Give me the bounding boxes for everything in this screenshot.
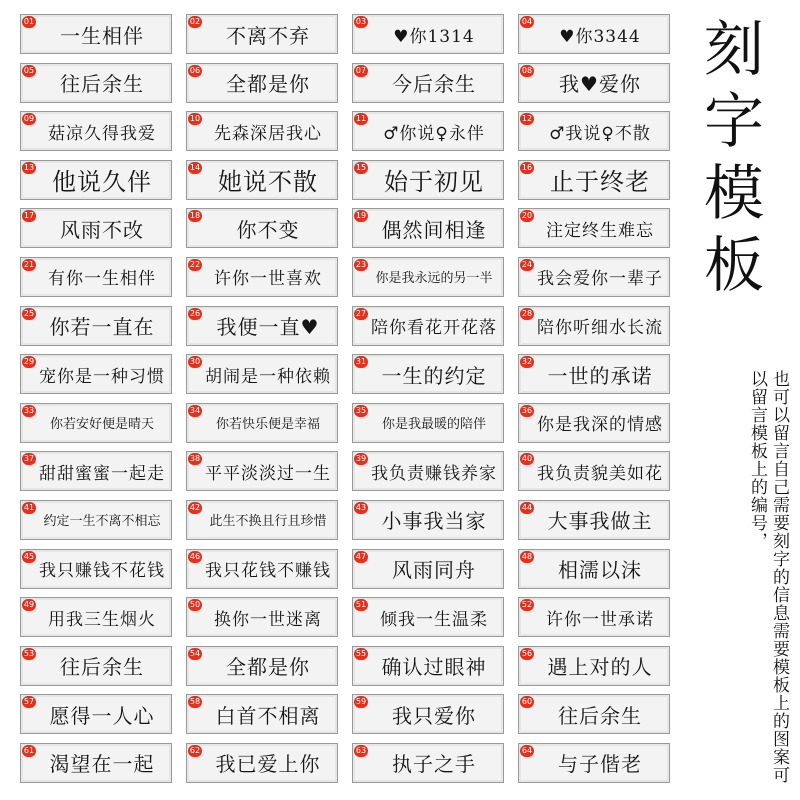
item-number-badge: 16: [521, 162, 533, 172]
item-text: 往后余生: [60, 655, 144, 680]
item-number-badge: 02: [189, 17, 201, 26]
item-number-badge: 29: [23, 357, 35, 367]
template-item[interactable]: [186, 403, 338, 443]
item-text: 你若快乐便是幸福: [215, 417, 320, 433]
template-item[interactable]: [186, 63, 338, 103]
template-item[interactable]: [352, 549, 504, 589]
item-text: 风雨同舟: [392, 558, 476, 583]
item-number-badge: 62: [189, 745, 201, 755]
item-number-badge: 13: [23, 162, 35, 172]
item-number-badge: 24: [521, 259, 533, 269]
item-number-badge: 52: [521, 600, 533, 610]
template-item[interactable]: [20, 160, 172, 200]
template-item[interactable]: [352, 354, 504, 394]
item-number-badge: 14: [189, 162, 201, 172]
item-text: 我只爱你: [392, 703, 476, 728]
template-item[interactable]: [518, 306, 670, 346]
item-text: 你不变: [236, 217, 300, 242]
item-text: 许你一世承诺: [546, 609, 654, 630]
item-text: 愿得一人心: [49, 703, 155, 728]
item-text: 有你一生相伴: [48, 269, 156, 290]
item-number-badge: 28: [521, 308, 533, 318]
template-item[interactable]: [186, 160, 338, 200]
item-number-badge: 41: [23, 502, 35, 512]
item-number-badge: 46: [189, 551, 201, 561]
item-number-badge: 17: [23, 211, 35, 221]
item-number-badge: 09: [23, 114, 35, 124]
item-text: 倾我一生温柔: [380, 609, 488, 630]
item-text: 胡闹是一种依赖: [205, 366, 331, 387]
template-item[interactable]: [186, 451, 338, 491]
item-text: 他说久伴: [52, 168, 152, 197]
template-item[interactable]: [518, 111, 670, 151]
item-number-badge: 53: [23, 648, 35, 658]
item-text: 菇凉久得我爱: [48, 123, 156, 144]
item-text: 许你一世喜欢: [214, 269, 322, 290]
item-number-badge: 63: [355, 745, 367, 755]
template-item[interactable]: [518, 451, 670, 491]
item-text: ♥你1314: [393, 26, 475, 47]
template-item[interactable]: [186, 743, 338, 783]
item-number-badge: 60: [521, 697, 533, 707]
title-char: 字: [704, 87, 764, 157]
template-item[interactable]: [20, 743, 172, 783]
item-text: 往后余生: [558, 703, 642, 728]
template-item[interactable]: [20, 500, 172, 540]
item-text: 我已爱上你: [215, 752, 321, 777]
item-number-badge: 55: [355, 648, 367, 658]
template-item[interactable]: [20, 111, 172, 151]
item-text: 你若安好便是晴天: [49, 417, 154, 433]
item-text: 甜甜蜜蜜一起走: [39, 463, 165, 484]
item-text: ♥你3344: [559, 26, 641, 47]
item-number-badge: 07: [355, 65, 367, 75]
item-number-badge: 51: [355, 600, 367, 610]
item-number-badge: 06: [189, 65, 201, 75]
template-item[interactable]: [20, 597, 172, 637]
item-text: 你是我永远的另一半: [375, 271, 493, 287]
item-text: 白首不相离: [215, 703, 321, 728]
template-item[interactable]: [518, 14, 670, 54]
item-text: 相濡以沫: [558, 558, 642, 583]
item-text: 一生相伴: [60, 23, 144, 48]
template-item[interactable]: [518, 354, 670, 394]
item-text: 陪你听细水长流: [537, 318, 663, 339]
template-item[interactable]: [186, 694, 338, 734]
item-text: 渴望在一起: [49, 752, 155, 777]
item-text: 陪你看花开花落: [371, 318, 497, 339]
template-item[interactable]: [186, 354, 338, 394]
template-item[interactable]: [352, 451, 504, 491]
item-text: 你是我深的情感: [537, 415, 663, 436]
item-number-badge: 25: [23, 308, 35, 318]
item-number-badge: 49: [23, 600, 35, 610]
item-text: 我♥爱你: [559, 72, 641, 97]
item-text: ♂我说♀不散: [549, 123, 651, 144]
template-item[interactable]: [518, 403, 670, 443]
item-text: 我负责貌美如花: [537, 463, 663, 484]
template-item[interactable]: [20, 403, 172, 443]
template-item[interactable]: [518, 743, 670, 783]
template-item[interactable]: [20, 549, 172, 589]
item-text: 约定一生不离不相忘: [43, 514, 161, 530]
item-number-badge: 58: [189, 697, 201, 707]
item-text: 往后余生: [60, 72, 144, 97]
template-item[interactable]: [518, 597, 670, 637]
item-number-badge: 21: [23, 259, 35, 269]
template-item[interactable]: [352, 208, 504, 248]
title-char: 模: [704, 159, 764, 229]
item-text: 今后余生: [392, 72, 476, 97]
template-item[interactable]: [518, 160, 670, 200]
item-text: 止于终老: [550, 168, 650, 197]
template-item[interactable]: [352, 111, 504, 151]
template-item[interactable]: [186, 306, 338, 346]
template-item[interactable]: [352, 743, 504, 783]
template-item[interactable]: [20, 63, 172, 103]
template-item[interactable]: [20, 257, 172, 297]
template-item[interactable]: [518, 208, 670, 248]
template-item[interactable]: [518, 694, 670, 734]
item-number-badge: 22: [189, 259, 201, 269]
item-text: 我只花钱不赚钱: [205, 561, 331, 582]
template-item[interactable]: [518, 500, 670, 540]
template-item[interactable]: [20, 208, 172, 248]
item-text: 我会爱你一辈子: [537, 269, 663, 290]
item-text: 你若一直在: [49, 315, 155, 340]
template-item[interactable]: [352, 63, 504, 103]
template-item[interactable]: [186, 14, 338, 54]
item-number-badge: 61: [23, 745, 35, 755]
instruction-note: 也可以留言自己需要刻字的信息需要模板上的图案可以留言模板上的编号，: [747, 370, 789, 784]
item-text: 她说不散: [218, 168, 318, 197]
item-number-badge: 35: [355, 405, 367, 415]
item-number-badge: 20: [521, 211, 533, 221]
template-item[interactable]: [352, 306, 504, 346]
template-item[interactable]: [186, 549, 338, 589]
template-item[interactable]: [352, 257, 504, 297]
template-item[interactable]: [186, 646, 338, 686]
item-text: 全都是你: [226, 655, 310, 680]
item-number-badge: 36: [521, 405, 533, 415]
template-item[interactable]: [186, 500, 338, 540]
template-item[interactable]: [518, 646, 670, 686]
item-number-badge: 42: [189, 502, 201, 512]
template-item[interactable]: [186, 111, 338, 151]
template-item[interactable]: [352, 500, 504, 540]
item-text: 执子之手: [392, 752, 476, 777]
item-number-badge: 01: [23, 17, 35, 26]
item-number-badge: 04: [521, 17, 533, 26]
item-number-badge: 08: [521, 65, 533, 75]
template-item[interactable]: [352, 14, 504, 54]
item-number-badge: 43: [355, 502, 367, 512]
item-number-badge: 15: [355, 162, 367, 172]
item-number-badge: 33: [23, 405, 35, 415]
template-item[interactable]: [186, 597, 338, 637]
item-number-badge: 23: [355, 259, 367, 269]
template-item[interactable]: [352, 403, 504, 443]
template-item[interactable]: [186, 257, 338, 297]
template-grid: [20, 14, 668, 784]
item-text: 我只赚钱不花钱: [39, 561, 165, 582]
item-number-badge: 37: [23, 454, 35, 464]
item-number-badge: 32: [521, 357, 533, 367]
item-number-badge: 59: [355, 697, 367, 707]
item-number-badge: 39: [355, 454, 367, 464]
item-text: 此生不换且行且珍惜: [209, 514, 327, 530]
item-number-badge: 05: [23, 65, 35, 75]
item-number-badge: 57: [23, 697, 35, 707]
item-text: 换你一世迷离: [214, 609, 322, 630]
item-number-badge: 18: [189, 211, 201, 221]
item-number-badge: 44: [521, 502, 533, 512]
item-number-badge: 12: [521, 114, 533, 124]
template-item[interactable]: [20, 306, 172, 346]
item-text: 不离不弃: [226, 23, 310, 48]
item-text: 小事我当家: [381, 509, 487, 534]
template-item[interactable]: [20, 14, 172, 54]
item-number-badge: 27: [355, 308, 367, 318]
title-char: 板: [704, 231, 764, 301]
item-number-badge: 38: [189, 454, 201, 464]
template-item[interactable]: [518, 63, 670, 103]
item-number-badge: 34: [189, 405, 201, 415]
template-item[interactable]: [352, 694, 504, 734]
template-item[interactable]: [352, 597, 504, 637]
item-number-badge: 47: [355, 551, 367, 561]
template-item[interactable]: [352, 646, 504, 686]
item-text: 宠你是一种习惯: [39, 366, 165, 387]
item-number-badge: 26: [189, 308, 201, 318]
item-text: 用我三生烟火: [48, 609, 156, 630]
item-text: 我负责赚钱养家: [371, 463, 497, 484]
item-number-badge: 40: [521, 454, 533, 464]
item-number-badge: 48: [521, 551, 533, 561]
title-char: 刻: [704, 15, 764, 85]
item-number-badge: 31: [355, 357, 367, 367]
item-text: 先森深居我心: [214, 123, 322, 144]
item-text: 确认过眼神: [381, 655, 487, 680]
item-text: 大事我做主: [547, 509, 653, 534]
item-text: 遇上对的人: [547, 655, 653, 680]
item-text: 风雨不改: [60, 217, 144, 242]
item-text: 全都是你: [226, 72, 310, 97]
item-text: 与子偕老: [558, 752, 642, 777]
item-number-badge: 19: [355, 211, 367, 221]
item-text: 始于初见: [384, 168, 484, 197]
template-item[interactable]: [20, 354, 172, 394]
item-number-badge: 50: [189, 600, 201, 610]
item-text: 偶然间相逢: [381, 217, 487, 242]
item-number-badge: 10: [189, 114, 201, 124]
item-number-badge: 11: [355, 114, 367, 124]
page-title: [682, 14, 786, 302]
template-item[interactable]: [20, 646, 172, 686]
item-text: 你是我最暖的陪伴: [381, 417, 486, 433]
item-number-badge: 45: [23, 551, 35, 561]
template-item[interactable]: [352, 160, 504, 200]
item-number-badge: 30: [189, 357, 201, 367]
item-text: 一世的承诺: [547, 363, 653, 388]
template-item[interactable]: [20, 694, 172, 734]
template-item[interactable]: [186, 208, 338, 248]
template-item[interactable]: [518, 549, 670, 589]
template-item[interactable]: [518, 257, 670, 297]
item-text: 注定终生难忘: [546, 220, 654, 241]
item-text: ♂你说♀永伴: [383, 123, 485, 144]
item-number-badge: 54: [189, 648, 201, 658]
item-text: 我便一直♥: [216, 315, 320, 340]
item-number-badge: 56: [521, 648, 533, 658]
item-text: 平平淡淡过一生: [205, 463, 331, 484]
item-number-badge: 03: [355, 17, 367, 26]
template-item[interactable]: [20, 451, 172, 491]
item-number-badge: 64: [521, 745, 533, 755]
item-text: 一生的约定: [381, 363, 487, 388]
